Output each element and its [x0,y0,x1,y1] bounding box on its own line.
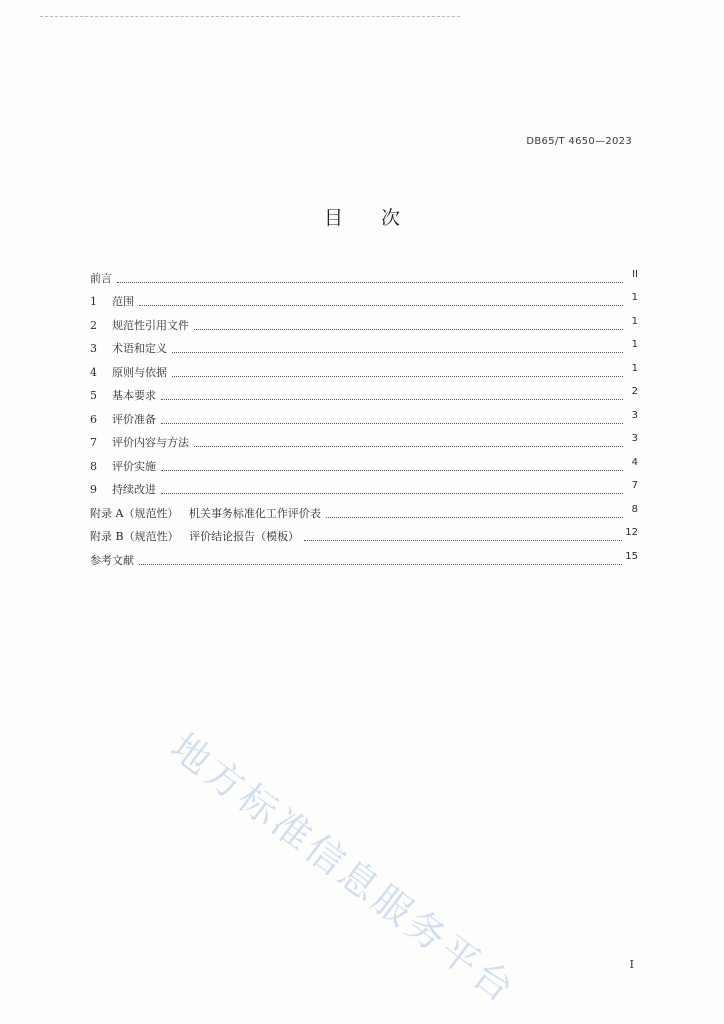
toc-entry-evaluation-content[interactable] [90,427,638,451]
toc-entry-label: 9 持续改进 [90,483,156,496]
toc-entry-page: 12 [625,527,638,538]
toc-entry-basic-requirements[interactable] [90,380,638,404]
toc-entry-label: 附录 B（规范性） 评价结论报告（模板） [90,530,300,543]
toc-entry-page: 8 [631,503,638,515]
toc-leader-dots [139,305,623,306]
toc-entry-page: 3 [631,409,638,421]
page-number: I [629,958,634,971]
toc-entry-page: 1 [631,362,638,374]
toc-entry-principles[interactable] [90,356,638,380]
toc-leader-dots [161,423,623,424]
toc-entry-evaluation-implementation[interactable] [90,450,638,474]
toc-entry-evaluation-preparation[interactable] [90,403,638,427]
toc-entry-foreword[interactable] [90,262,638,286]
toc-entry-number: 8 [90,459,97,473]
table-of-contents [90,262,638,568]
toc-leader-dots [161,493,623,494]
toc-entry-label: 5 基本要求 [90,389,156,402]
toc-entry-label: 6 评价准备 [90,412,156,426]
toc-leader-dots [194,446,623,447]
toc-entry-number: 2 [90,318,97,332]
document-code: DB65/T 4650—2023 [526,136,632,147]
toc-entry-label: 1 范围 [90,295,134,308]
toc-entry-page: II [632,268,638,280]
toc-entry-label: 附录 A（规范性） 机关事务标准化工作评价表 [90,506,321,520]
toc-entry-page: 7 [631,480,638,491]
scan-edge-line [40,16,460,17]
toc-entry-page: 15 [625,550,638,562]
toc-leader-dots [139,564,622,565]
toc-entry-page: 3 [631,433,638,444]
toc-entry-number: 5 [90,389,97,402]
toc-leader-dots [194,329,623,330]
toc-entry-page: 1 [631,292,638,303]
toc-entry-scope[interactable] [90,286,638,310]
toc-entry-number: 3 [90,342,97,355]
toc-entry-label: 7 评价内容与方法 [90,436,189,449]
toc-entry-label: 前言 [90,271,112,285]
watermark: 地方标准信息服务平台 [162,724,525,1013]
toc-entry-number: 6 [90,412,97,426]
toc-entry-number: 7 [90,436,97,449]
toc-entry-appendix-b[interactable] [90,521,638,545]
toc-entry-number: 4 [90,365,97,379]
page-title: 目次 [323,207,438,229]
toc-leader-dots [117,282,623,283]
toc-entry-page: 1 [631,339,638,350]
toc-entry-number: 9 [90,483,97,496]
toc-entry-label: 4 原则与依据 [90,365,167,379]
toc-entry-label: 3 术语和定义 [90,342,167,355]
toc-leader-dots [161,399,623,400]
toc-leader-dots [172,376,623,377]
toc-entry-terms[interactable] [90,333,638,357]
toc-entry-number: 1 [90,295,97,308]
toc-entry-appendix-a[interactable] [90,497,638,521]
toc-entry-continuous-improvement[interactable] [90,474,638,498]
toc-leader-dots [172,352,623,353]
toc-entry-page: 4 [631,456,638,468]
toc-leader-dots [304,540,622,541]
toc-entry-normative-references[interactable] [90,309,638,333]
toc-entry-bibliography[interactable] [90,544,638,568]
toc-leader-dots [326,517,623,518]
toc-entry-page: 2 [631,386,638,397]
toc-entry-label: 参考文献 [90,553,134,567]
toc-entry-label: 2 规范性引用文件 [90,318,189,332]
toc-leader-dots [161,470,623,471]
toc-entry-label: 8 评价实施 [90,459,156,473]
toc-entry-page: 1 [631,315,638,327]
